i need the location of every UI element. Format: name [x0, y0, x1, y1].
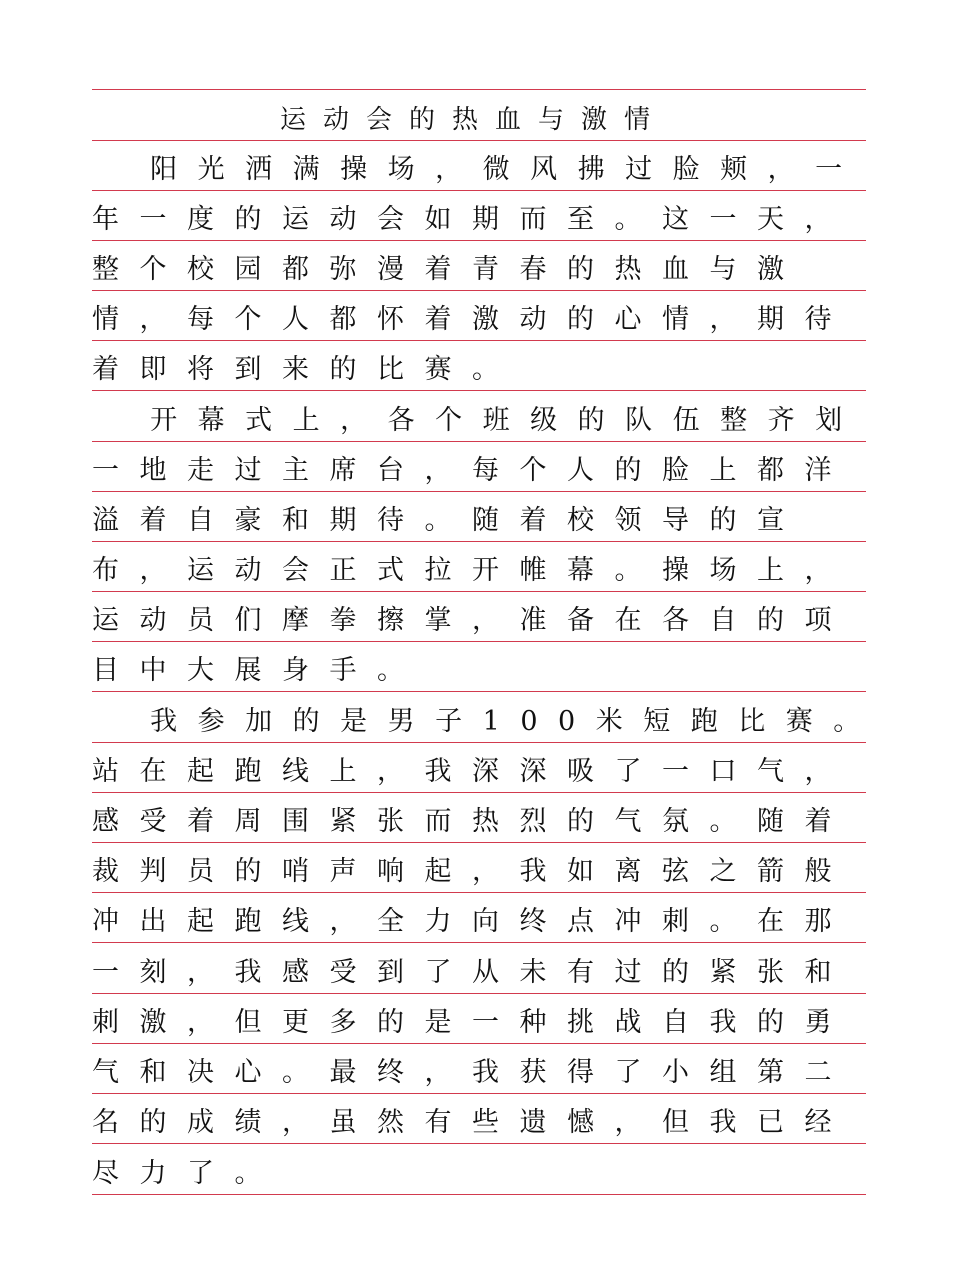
essay-line: 气和决心。最终，我获得了小组第二 — [92, 1057, 852, 1088]
ruled-line — [92, 842, 866, 843]
essay-line: 我参加的是男子100米短跑比赛。 — [92, 706, 881, 737]
essay-line: 着即将到来的比赛。 — [92, 354, 520, 385]
ruled-line — [92, 691, 866, 692]
ruled-line — [92, 340, 866, 341]
ruled-line — [92, 591, 866, 592]
essay-line: 裁判员的哨声响起，我如离弦之箭般 — [92, 856, 852, 887]
ruled-line — [92, 240, 866, 241]
ruled-line — [92, 1194, 866, 1195]
essay-line: 开幕式上，各个班级的队伍整齐划 — [92, 405, 863, 436]
essay-line: 情，每个人都怀着激动的心情，期待 — [92, 304, 852, 335]
ruled-line — [92, 491, 866, 492]
essay-line: 站在起跑线上，我深深吸了一口气， — [92, 756, 852, 787]
essay-line: 阳光洒满操场，微风拂过脸颊，一 — [92, 154, 863, 185]
essay-line: 名的成绩，虽然有些遗憾，但我已经 — [92, 1107, 852, 1138]
essay-line: 运动员们摩拳擦掌，准备在各自的项 — [92, 605, 852, 636]
ruled-line — [92, 390, 866, 391]
essay-line: 一刻，我感受到了从未有过的紧张和 — [92, 957, 852, 988]
ruled-line — [92, 1093, 866, 1094]
ruled-line — [92, 792, 866, 793]
essay-line: 整个校园都弥漫着青春的热血与激 — [92, 254, 805, 285]
essay-line: 年一度的运动会如期而至。这一天， — [92, 204, 852, 235]
ruled-line — [92, 641, 866, 642]
ruled-line — [92, 942, 866, 943]
essay-line: 感受着周围紧张而热烈的气氛。随着 — [92, 806, 852, 837]
ruled-line — [92, 541, 866, 542]
ruled-line — [92, 1043, 866, 1044]
ruled-line — [92, 742, 866, 743]
ruled-line — [92, 190, 866, 191]
essay-line: 布，运动会正式拉开帷幕。操场上， — [92, 555, 852, 586]
ruled-line — [92, 892, 866, 893]
essay-title: 运动会的热血与激情 — [280, 105, 668, 135]
essay-line: 溢着自豪和期待。随着校领导的宣 — [92, 505, 805, 536]
essay-line: 目中大展身手。 — [92, 655, 425, 686]
ruled-line — [92, 441, 866, 442]
ruled-line — [92, 140, 866, 141]
essay-line: 冲出起跑线，全力向终点冲刺。在那 — [92, 906, 852, 937]
ruled-line — [92, 290, 866, 291]
ruled-line — [92, 89, 866, 90]
essay-line: 尽力了。 — [92, 1158, 282, 1189]
ruled-line — [92, 1143, 866, 1144]
essay-line: 一地走过主席台，每个人的脸上都洋 — [92, 455, 852, 486]
ruled-line — [92, 993, 866, 994]
essay-line: 刺激，但更多的是一种挑战自我的勇 — [92, 1007, 852, 1038]
